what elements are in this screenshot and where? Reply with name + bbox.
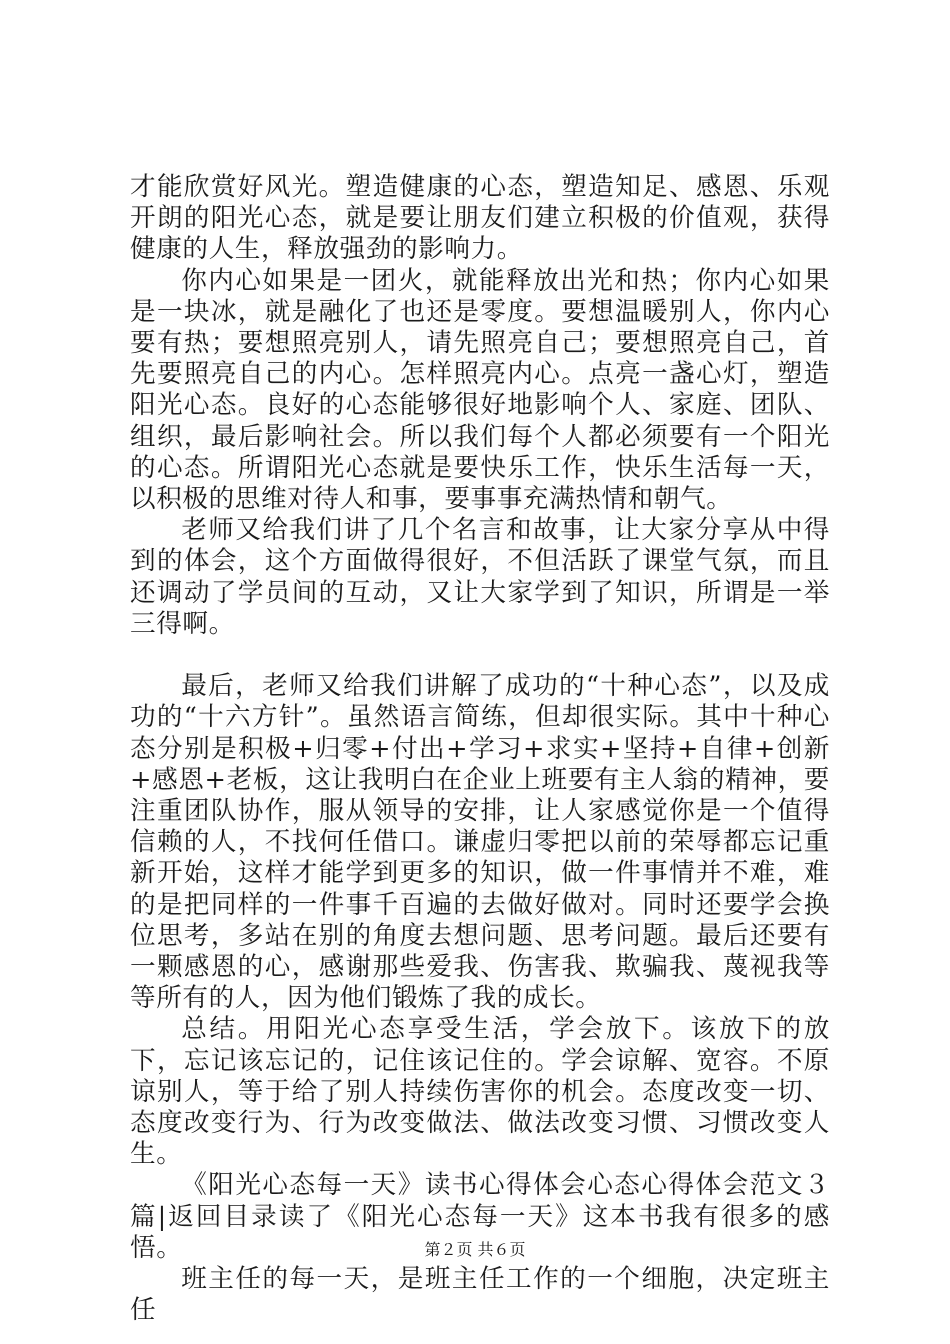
document-body — [130, 172, 830, 1327]
paragraph-1: 才能欣赏好风光。塑造健康的心态，塑造知足、感恩、乐观开朗的阳光心态，就是要让朋友们建立积极的价值观，获得健康的人生，释放强劲的影响力。 — [130, 172, 830, 265]
paragraph-6: 《阳光心态每一天》读书心得体会心态心得体会范文３篇|返回目录读了《阳光心态每一天》这本书我有很多的感悟。 — [130, 1170, 830, 1263]
paragraph-3: 老师又给我们讲了几个名言和故事，让大家分享从中得到的体会，这个方面做得很好，不但活跃了课堂气氛，而且还调动了学员间的互动，又让大家学到了知识，所谓是一举三得啊。 — [130, 515, 830, 639]
paragraph-7: 班主任的每一天，是班主任工作的一个细胞，决定班主任 — [130, 1264, 830, 1326]
page-number: 第２页 — [424, 1240, 473, 1259]
page-total: 共６页 — [477, 1240, 526, 1259]
paragraph-gap — [130, 640, 830, 671]
paragraph-2: 你内心如果是一团火，就能释放出光和热；你内心如果是一块冰，就是融化了也还是零度。要想温暖别人，你内心要有热；要想照亮别人，请先照亮自己；要想照亮自己，首先要照亮自己的内心。怎样照亮内心。点亮一盏心灯，塑造阳光心态。良好的心态能够很好地影响个人、家庭、团队、组织，最后影响社会。所以我们每个人都必须要有一个阳光的心态。所谓阳光心态就是要快乐工作，快乐生活每一天，以积极的思维对待人和事，要事事充满热情和朝气。 — [130, 265, 830, 515]
page-footer — [0, 1237, 950, 1260]
paragraph-5: 总结。用阳光心态享受生活，学会放下。该放下的放下，忘记该忘记的，记住该记住的。学会谅解、宽容。不原谅别人，等于给了别人持续伤害你的机会。态度改变一切、态度改变行为、行为改变做法、做法改变习惯、习惯改变人生。 — [130, 1014, 830, 1170]
paragraph-4: 最后，老师又给我们讲解了成功的“十种心态”，以及成功的“十六方针”。虽然语言简练，但却很实际。其中十种心态分别是积极+归零+付出+学习+求实+坚持+自律+创新+感恩+老板，这让我明白在企业上班要有主人翁的精神，要注重团队协作，服从领导的安排，让人家感觉你是一个值得信赖的人，不找何任借口。谦虚归零把以前的荣辱都忘记重新开始，这样才能学到更多的知识，做一件事情并不难，难的是把同样的一件事千百遍的去做好做对。同时还要学会换位思考，多站在别的角度去想问题、思考问题。最后还要有一颗感恩的心，感谢那些爱我、伤害我、欺骗我、蔑视我等等所有的人，因为他们锻炼了我的成长。 — [130, 671, 830, 1014]
